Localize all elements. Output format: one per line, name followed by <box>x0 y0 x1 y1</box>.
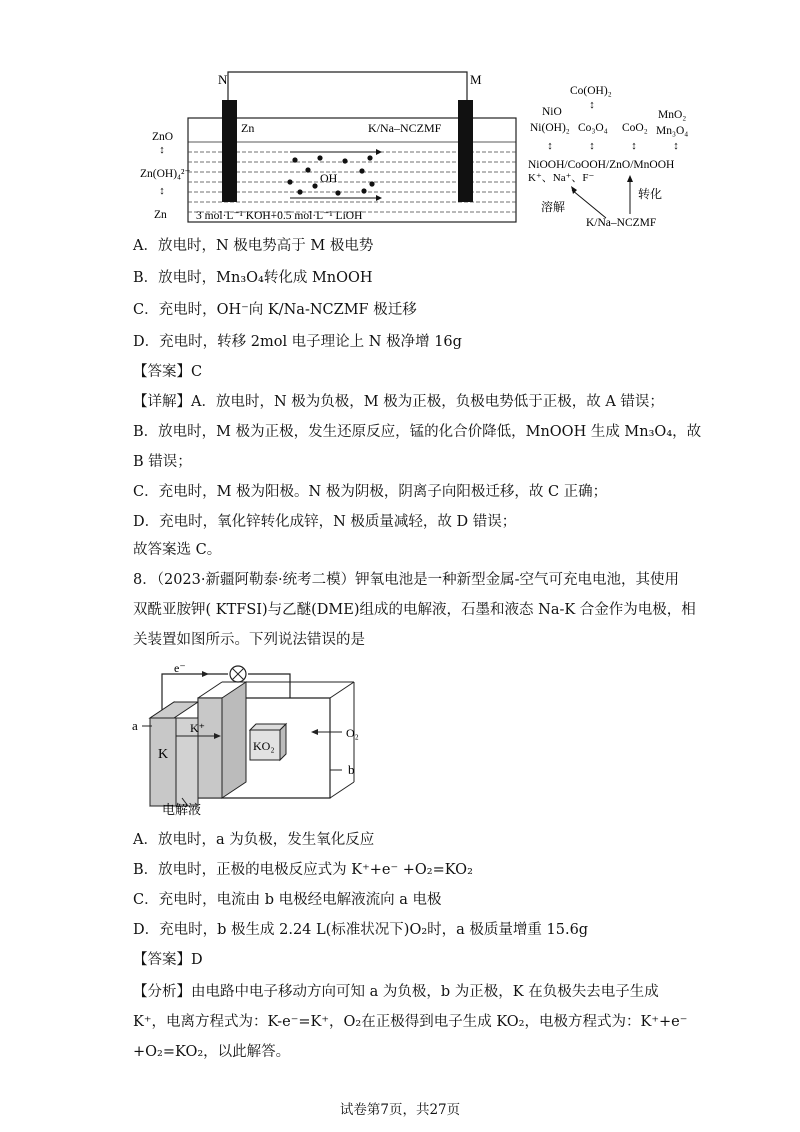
label-k-ion: K⁺ <box>190 721 205 735</box>
label-zn-oh4: Zn(OH)₄²⁻ <box>140 168 191 180</box>
conversion-scheme <box>528 85 688 229</box>
electrode-N <box>222 100 237 202</box>
q7-explanation-line: B 错误； <box>133 454 192 470</box>
electrolyte-label: 3 mol·L⁻¹ KOH+0.5 mol·L⁻¹ LiOH <box>196 210 363 222</box>
q7-explanation-line: 故答案选 C。 <box>133 542 222 558</box>
q7-explanation-line: 【详解】A．放电时，N 极为负极，M 极为正极，负极电势低于正极，故 A 错误； <box>133 394 664 410</box>
battery-diagram-1 <box>140 60 700 230</box>
q8-stem-line: 8．（2023·新疆阿勒泰·统考二模）钾氧电池是一种新型金属-空气可充电电池，其使用 <box>133 572 679 588</box>
q8-stem-line: 双酰亚胺钾( KTFSI)与乙醚(DME)组成的电解液，石墨和液态 Na-K 合金作为电极，相 <box>133 602 696 618</box>
label-K: K <box>158 747 169 762</box>
label-ko2: KO₂ <box>253 739 275 753</box>
updown-arrow-icon: ↕ <box>159 185 165 197</box>
q8-option-b: B．放电时，正极的电极反应式为 K⁺+e⁻ +O₂=KO₂ <box>133 862 473 878</box>
q8-analysis-line: +O₂=KO₂，以此解答。 <box>133 1044 291 1060</box>
updown-arrow-icon: ↕ <box>589 140 595 152</box>
q7-explanation-line: C．充电时，M 极为阳极。N 极为阴极，阴离子向阳极迁移，故 C 正确； <box>133 484 608 500</box>
updown-arrow-icon: ↕ <box>547 140 553 152</box>
label-conversion: 转化 <box>638 187 663 201</box>
q7-answer: 【答案】C <box>133 364 203 380</box>
label-coo2: CoO₂ <box>622 122 648 134</box>
label-oh: OH <box>320 171 338 185</box>
q7-option-d: D．充电时，转移 2mol 电子理论上 N 极净增 16g <box>133 334 462 350</box>
label-cooh2: Co(OH)₂ <box>570 85 612 97</box>
updown-arrow-icon: ↕ <box>159 144 165 156</box>
label-zno: ZnO <box>152 131 174 143</box>
page-footer: 试卷第7页，共27页 <box>339 1102 461 1118</box>
label-mixture: NiOOH/CoOOH/ZnO/MnOOH <box>528 159 675 171</box>
electrode-M <box>458 100 473 202</box>
updown-arrow-icon: ↕ <box>631 140 637 152</box>
q7-explanation-line: D．充电时，氧化锌转化成锌，N 极质量减轻，故 D 错误； <box>133 514 517 530</box>
q8-option-d: D．充电时，b 极生成 2.24 L(标准状况下)O₂时，a 极质量增重 15.6g <box>133 922 589 938</box>
label-electron: e⁻ <box>174 661 186 675</box>
updown-arrow-icon: ↕ <box>589 99 595 111</box>
label-co3o4: Co₃O₄ <box>578 122 608 134</box>
label-a: a <box>132 718 138 733</box>
label-nioh2: Ni(OH)₂ <box>530 122 570 134</box>
q8-answer: 【答案】D <box>133 952 203 968</box>
label-b: b <box>348 762 355 777</box>
q8-analysis-line: K⁺，电离方程式为：K-e⁻=K⁺，O₂在正极得到电子生成 KO₂，电极方程式为：K⁺+e⁻ <box>133 1014 688 1030</box>
label-zn-metal: Zn <box>154 209 167 221</box>
q7-option-c: C．充电时，OH⁻向 K/Na-NCZMF 极迁移 <box>133 302 417 318</box>
q8-option-a: A．放电时，a 为负极，发生氧化反应 <box>133 832 375 848</box>
label-o2: O₂ <box>346 726 359 740</box>
label-ions: K⁺、Na⁺、F⁻ <box>528 172 595 184</box>
label-N: N <box>218 72 228 87</box>
label-mno2: MnO₂ <box>658 109 687 121</box>
q7-explanation-line: B．放电时，M 极为正极，发生还原反应，锰的化合价降低，MnOOH 生成 Mn₃O₄，故 <box>133 424 702 440</box>
battery-diagram-2 <box>130 660 390 820</box>
label-mn3o4: Mn₃O₄ <box>656 125 689 137</box>
label-cathode-material: K/Na–NCZMF <box>586 217 657 229</box>
label-nio: NiO <box>542 106 562 118</box>
label-cathode: K/Na–NCZMF <box>368 121 442 135</box>
q7-option-a: A．放电时，N 极电势高于 M 极电势 <box>133 238 374 254</box>
label-electrolyte: 电解液 <box>162 802 202 817</box>
q8-analysis-line: 【分析】由电路中电子移动方向可知 a 为负极，b 为正极，K 在负极失去电子生成 <box>133 984 659 1000</box>
q8-stem-line: 关装置如图所示。下列说法错误的是 <box>133 632 365 648</box>
label-zn-electrode: Zn <box>241 121 255 135</box>
label-dissolve: 溶解 <box>541 200 566 214</box>
updown-arrow-icon: ↕ <box>673 140 679 152</box>
q7-option-b: B．放电时，Mn₃O₄转化成 MnOOH <box>133 270 373 286</box>
q8-option-c: C．充电时，电流由 b 电极经电解液流向 a 电极 <box>133 892 442 908</box>
label-M: M <box>470 72 482 87</box>
